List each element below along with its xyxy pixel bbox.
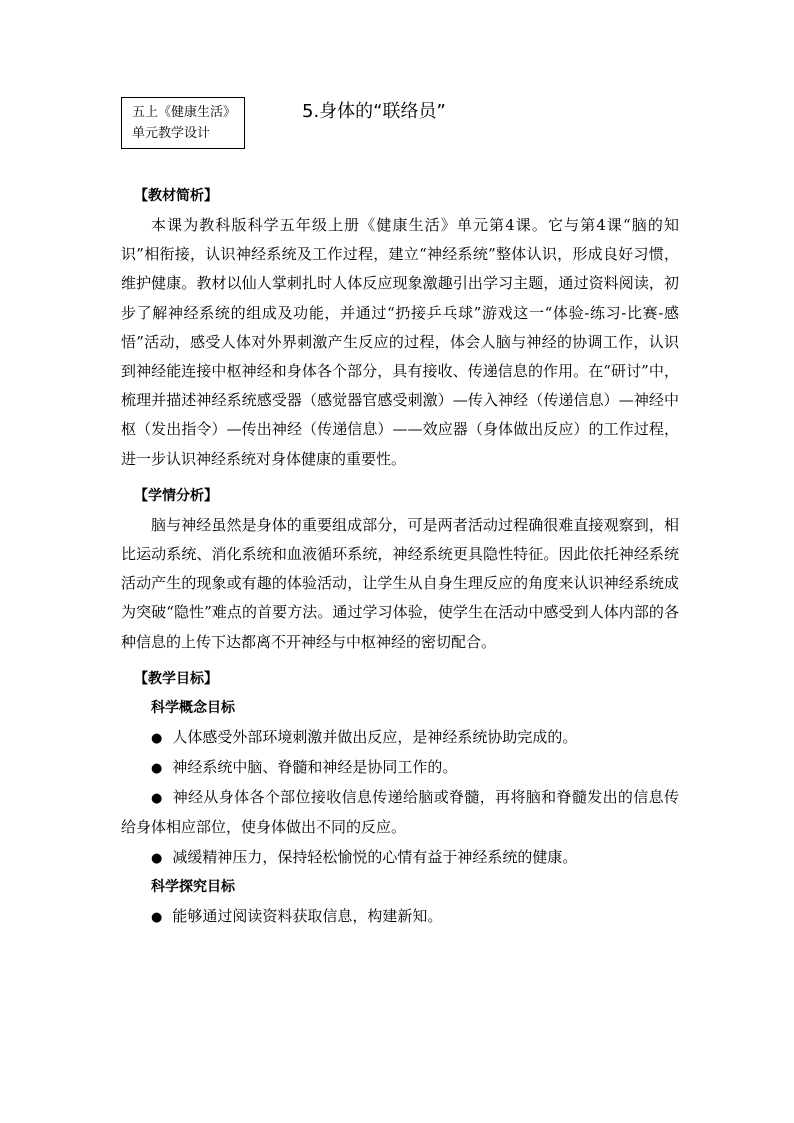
bullet-icon: ●: [151, 730, 163, 746]
section-heading-textbook: 【教材简析】: [134, 188, 218, 204]
section-heading-students: 【学情分析】: [134, 487, 218, 504]
list-item-text: 神经从身体各个部位接收信息传递给脑或脊髓，再将脑和脊髓发出的信息传给身体相应部位，使身体做出不同的反应。: [121, 788, 679, 837]
page-title: 5.身体的“联络员”: [302, 101, 446, 122]
list-item: [121, 902, 679, 932]
list-item: [121, 843, 679, 873]
paragraph-textbook: 本课为教科版科学五年级上册《健康生活》单元第4课。它与第4课“脑的知识”相衔接，认识神经系统及工作过程，建立“神经系统”整体认识，形成良好习惯，维护健康。教材以仙人掌刺扎时人体反应现象激趣引出学习主题，通过资料阅读，初步了解神经系统的组成及功能，并通过“扔接乒乓球”游戏这一“体验-练习-比赛-感悟”活动，感受人体对外界刺激产生反应的过程，体会人脑与神经的协调工作，认识到神经能连接中枢神经和身体各个部分，具有接收、传递信息的作用。在“研讨”中，梳理并描述神经系统感受器（感觉器官感受刺激）—传入神经（传递信息）—神经中枢（发出指令）—传出神经（传递信息）——效应器（身体做出反应）的工作过程，进一步认识神经系统对身体健康的重要性。: [121, 216, 679, 468]
list-item: [121, 753, 679, 783]
bullet-icon: ●: [151, 791, 163, 807]
document-body: [121, 182, 679, 932]
subheading-inquiry-goals: 科学探究目标: [151, 878, 235, 895]
list-item-text: 神经系统中脑、脊髓和神经是协同工作的。: [172, 758, 458, 777]
list-item: [121, 783, 679, 842]
section-heading-goals: 【教学目标】: [134, 670, 218, 687]
unit-label-box: [121, 97, 245, 149]
list-item: [121, 723, 679, 753]
list-item-text: 人体感受外部环境刺激并做出反应，是神经系统协助完成的。: [172, 727, 578, 746]
bullet-icon: ●: [151, 850, 163, 866]
list-item-text: 减缓精神压力，保持轻松愉悦的心情有益于神经系统的健康。: [172, 847, 578, 866]
bullet-icon: ●: [151, 761, 163, 777]
list-item-text: 能够通过阅读资料获取信息，构建新知。: [172, 906, 443, 925]
bullet-icon: ●: [151, 909, 163, 925]
subheading-concept-goals: 科学概念目标: [151, 699, 235, 716]
paragraph-students: 脑与神经虽然是身体的重要组成部分，可是两者活动过程确很难直接观察到，相比运动系统、消化系统和血液循环系统，神经系统更具隐性特征。因此依托神经系统活动产生的现象或有趣的体验活动，让学生从自身生理反应的角度来认识神经系统成为突破“隐性”难点的首要方法。通过学习体验，使学生在活动中感受到人体内部的各种信息的上传下达都离不开神经与中枢神经的密切配合。: [121, 515, 679, 651]
unit-label-line1: 五上《健康生活》: [132, 105, 237, 120]
unit-label-line2: 单元教学设计: [132, 126, 211, 141]
